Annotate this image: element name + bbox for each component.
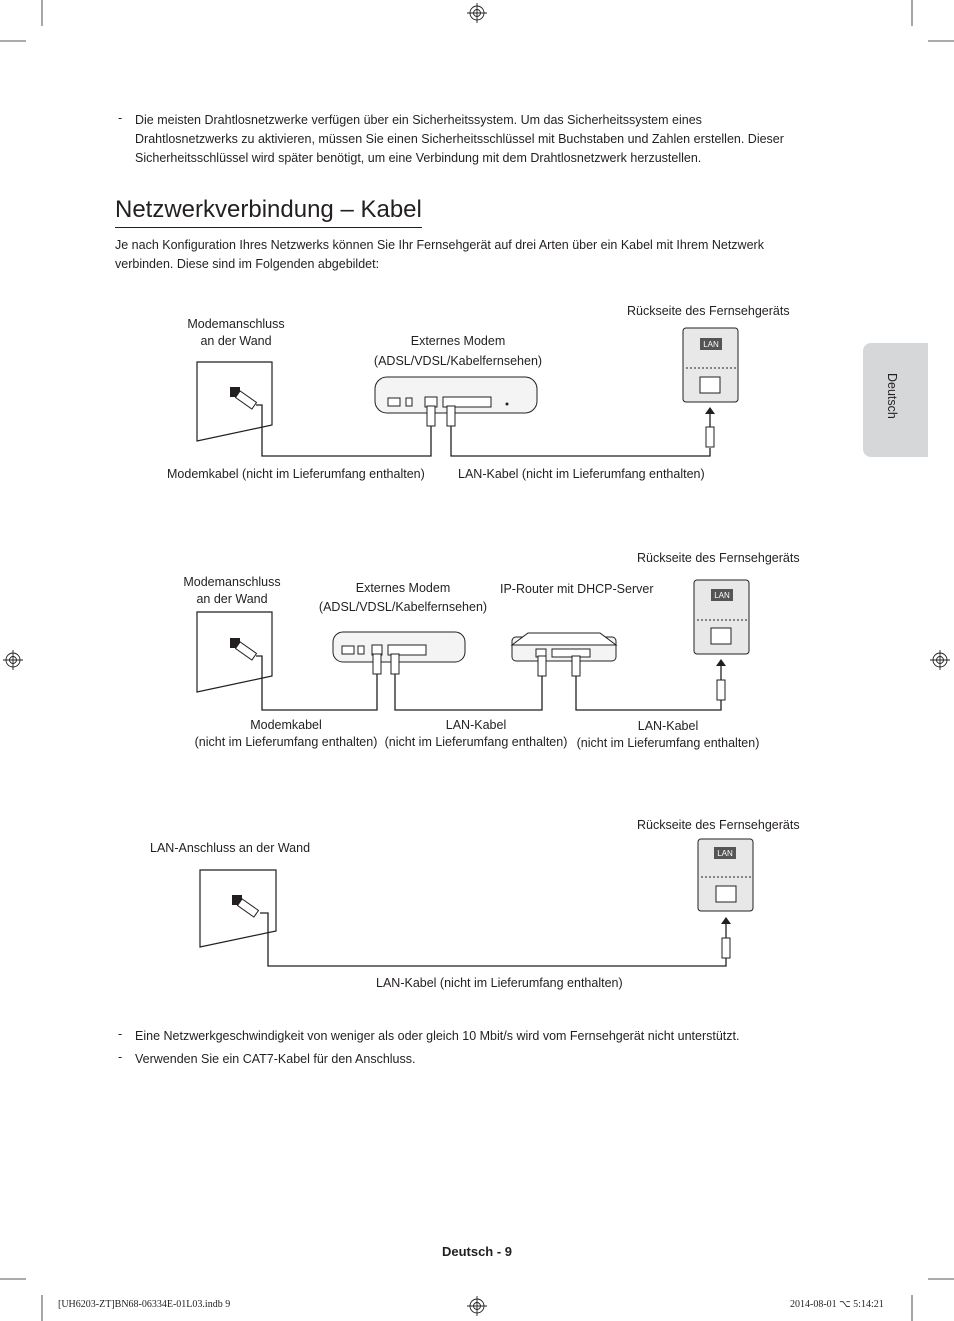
d1-modem-cable-label: Modemkabel (nicht im Lieferumfang enthalten) bbox=[167, 467, 425, 481]
language-tab: Deutsch bbox=[863, 343, 928, 457]
d1-tv-label: Rückseite des Fernsehgeräts bbox=[627, 304, 790, 318]
bullet-dash: - bbox=[118, 111, 123, 125]
lan-port-label: LAN bbox=[714, 591, 730, 600]
d1-modem-label: Externes Modem (ADSL/VDSL/Kabelfernsehen) bbox=[373, 334, 543, 368]
lan-port-label: LAN bbox=[703, 340, 719, 349]
wall-socket-icon bbox=[200, 870, 276, 947]
section-intro: Je nach Konfiguration Ihres Netzwerks können Sie Ihr Fernsehgerät auf drei Arten über ein Kabel mit Ihrem Netzwerk verbinden. Diese sind im Folgenden abgebildet: bbox=[115, 238, 764, 271]
page-number: Deutsch - 9 bbox=[441, 1244, 513, 1259]
d2-router-label: IP-Router mit DHCP-Server bbox=[500, 582, 654, 596]
bullet-dash: - bbox=[118, 1050, 123, 1064]
section-title: Netzwerkverbindung – Kabel bbox=[115, 193, 422, 228]
d2-tv-label: Rückseite des Fernsehgeräts bbox=[637, 551, 800, 565]
note-item: Eine Netzwerkgeschwindigkeit von weniger als oder gleich 10 Mbit/s wird vom Fernsehgerät nicht unterstützt. bbox=[135, 1029, 740, 1043]
d2-cable1-label: Modemkabel (nicht im Lieferumfang enthalten) bbox=[194, 718, 378, 749]
d2-cable3-label: LAN-Kabel (nicht im Lieferumfang enthalten) bbox=[576, 719, 760, 750]
d1-wall-label: Modemanschluss an der Wand bbox=[187, 317, 285, 348]
print-file-info: [UH6203-ZT]BN68-06334E-01L03.indb 9 bbox=[58, 1299, 231, 1310]
d2-wall-label: Modemanschluss an der Wand bbox=[183, 575, 281, 606]
d3-cable-label: LAN-Kabel (nicht im Lieferumfang enthalten) bbox=[376, 976, 623, 990]
bullet-dash: - bbox=[118, 1027, 123, 1041]
note-item: Verwenden Sie ein CAT7-Kabel für den Anschluss. bbox=[135, 1052, 416, 1066]
print-date-info: 2014-08-01 ⌥ 5:14:21 bbox=[790, 1299, 884, 1310]
lan-port-label: LAN bbox=[717, 849, 733, 858]
intro-bullet-text: Die meisten Drahtlosnetzwerke verfügen über ein Sicherheitssystem. Um das Sicherheitssystem eines Drahtlosnetzwerks zu aktivieren, müssen Sie einen Sicherheitsschlüssel mit Buchstaben und Zahlen erstellen. Dieser Sicherheitsschlüssel wird später benötigt, um eine Verbindung mit dem Drahtlosnetzwerk herzustellen. bbox=[135, 113, 784, 165]
d2-modem-label: Externes Modem (ADSL/VDSL/Kabelfernsehen) bbox=[318, 581, 488, 614]
d1-lan-cable-label: LAN-Kabel (nicht im Lieferumfang enthalten) bbox=[458, 467, 705, 481]
d3-wall-label: LAN-Anschluss an der Wand bbox=[150, 841, 311, 855]
d2-cable2-label: LAN-Kabel (nicht im Lieferumfang enthalten) bbox=[384, 718, 568, 749]
d3-tv-label: Rückseite des Fernsehgeräts bbox=[637, 818, 800, 832]
